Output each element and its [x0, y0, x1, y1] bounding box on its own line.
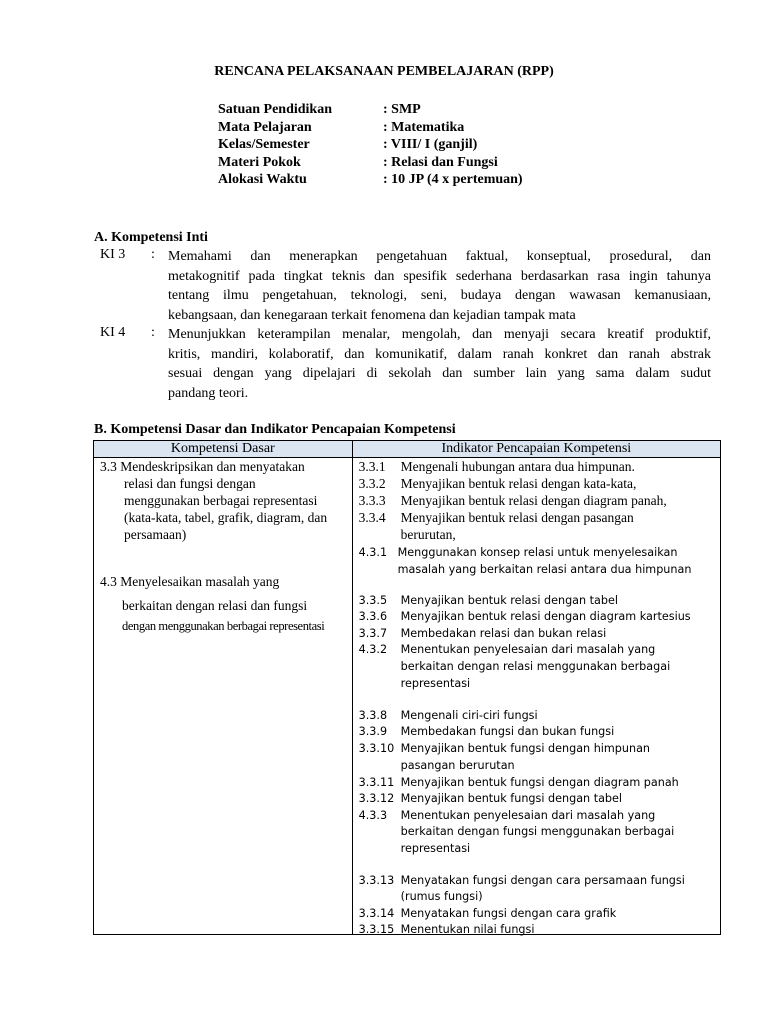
indicator-number: 4.3.3: [358, 809, 388, 822]
indicator-text: representasi: [400, 842, 471, 855]
identity-row-mapel: [218, 120, 464, 136]
indicator-line: [359, 459, 635, 475]
kd-line: relasi dan fungsi dengan: [124, 476, 256, 491]
indicator-text: Menyatakan fungsi dengan cara grafik: [400, 907, 617, 920]
indicator-line: [359, 627, 607, 640]
indicator-text: Membedakan fungsi dan bukan fungsi: [400, 725, 615, 738]
kd-line: menggunakan berbagai representasi: [124, 493, 318, 508]
indicator-line: [359, 594, 618, 607]
indicator-number: 4.3.2: [358, 643, 388, 656]
kd-line: (kata-kata, tabel, grafik, diagram, dan: [124, 510, 328, 525]
indicator-line: [359, 923, 535, 936]
kd-line: persamaan): [124, 527, 187, 542]
indicator-line: [359, 792, 622, 805]
indicator-number: 3.3.3: [358, 493, 386, 508]
indicator-line: [359, 776, 679, 789]
col-header-kd: Kompetensi Dasar: [94, 441, 353, 458]
indicator-line: [359, 725, 615, 738]
ki3-line: metakognitif pada tingkat teknis dan spesifik sederhana berdasarkan rasa ingin tahunya: [168, 268, 711, 284]
section-a-heading: A. Kompetensi Inti: [94, 230, 208, 245]
kd-line: dengan menggunakan berbagai representasi: [122, 619, 325, 633]
kd-line: 3.3 Mendeskripsikan dan menyatakan: [100, 459, 305, 474]
indicator-number: 3.3.9: [358, 725, 388, 738]
indicator-text: Menyajikan bentuk fungsi dengan himpunan: [400, 742, 651, 755]
indicator-text: Menyajikan bentuk relasi dengan tabel: [400, 594, 619, 607]
indicator-number: 4.3.1: [358, 546, 388, 559]
indicator-line: [359, 759, 515, 772]
indicator-text: Menentukan nilai fungsi: [400, 923, 535, 936]
indicator-text: Menyajikan bentuk relasi dengan diagram panah,: [400, 493, 667, 508]
indicator-number: 3.3.15: [358, 923, 395, 936]
indicator-text: (rumus fungsi): [400, 890, 483, 903]
indicator-line: [359, 825, 675, 838]
indicator-line: [359, 809, 656, 822]
indicator-cell: [352, 458, 720, 935]
identity-label: Kelas/Semester: [218, 137, 310, 152]
identity-row-satuan: [218, 102, 421, 118]
indicator-text: berkaitan dengan fungsi menggunakan berbagai: [400, 825, 675, 838]
indicator-number: 3.3.10: [358, 742, 395, 755]
identity-value: : SMP: [383, 102, 421, 117]
table-row: [94, 458, 721, 935]
ki3-text: [168, 247, 711, 325]
ki4-line: pandang teori.: [168, 385, 249, 401]
ki4-line: kritis, mandiri, kolaboratif, dan komunikatif, dalam ranah konkret dan ranah abstrak: [168, 346, 711, 362]
kd-cell: [94, 458, 353, 935]
indicator-line: [359, 842, 471, 855]
indicator-text: Menentukan penyelesaian dari masalah yang: [400, 643, 656, 656]
indicator-text: pasangan berurutan: [400, 759, 515, 772]
indicator-line: [359, 493, 667, 509]
indicator-line: [359, 527, 456, 543]
identity-value: : Matematika: [383, 120, 465, 135]
indicator-text: representasi: [400, 677, 471, 690]
indicator-line: [359, 546, 678, 559]
indicator-number: 3.3.11: [358, 776, 395, 789]
indicator-text: Mengenali ciri-ciri fungsi: [400, 709, 538, 722]
document-title: RENCANA PELAKSANAAN PEMBELAJARAN (RPP): [214, 64, 554, 79]
indicator-number: 3.3.7: [358, 627, 388, 640]
indicator-text: berkaitan dengan relasi menggunakan berbagai: [400, 660, 671, 673]
identity-row-alokasi: [218, 172, 523, 188]
competency-table: [93, 440, 721, 935]
ki3-label: KI 3: [100, 247, 126, 262]
identity-value: : 10 JP (4 x pertemuan): [383, 172, 523, 187]
ki3-line: tentang ilmu pengetahuan, teknologi, seni, budaya dengan wawasan kemanusiaan,: [168, 288, 711, 303]
identity-row-materi: [218, 155, 498, 171]
indicator-line: [359, 890, 483, 903]
indicator-line: [359, 874, 685, 887]
ki4-colon: :: [151, 325, 155, 340]
indicator-number: 3.3.12: [358, 792, 395, 805]
indicator-line: [359, 742, 650, 755]
indicator-number: 3.3.5: [358, 594, 388, 607]
indicator-line: [359, 610, 691, 623]
table-header-row: [94, 441, 721, 458]
identity-label: Alokasi Waktu: [218, 172, 307, 187]
indicator-number: 3.3.4: [358, 510, 386, 525]
indicator-line: [359, 660, 671, 673]
indicator-text: Menyajikan bentuk relasi dengan diagram kartesius: [400, 610, 691, 623]
indicator-number: 3.3.2: [358, 476, 386, 491]
indicator-text: Menyajikan bentuk fungsi dengan tabel: [400, 792, 623, 805]
identity-label: Mata Pelajaran: [218, 120, 312, 135]
indicator-line: [359, 510, 634, 526]
kd-line: berkaitan dengan relasi dan fungsi: [122, 598, 308, 613]
ki3-line: Memahami dan menerapkan pengetahuan faktual, konseptual, prosedural, dan: [168, 249, 711, 264]
indicator-line: [359, 563, 692, 576]
indicator-text: Menyajikan bentuk fungsi dengan diagram panah: [400, 776, 679, 789]
identity-label: Materi Pokok: [218, 155, 301, 170]
ki4-line: sesuai dengan yang dipelajari di sekolah dan sumber lain yang sama dalam sudut: [168, 366, 711, 381]
identity-row-kelas: [218, 137, 477, 153]
identity-value: : Relasi dan Fungsi: [383, 155, 498, 170]
col-header-indikator: Indikator Pencapaian Kompetensi: [352, 441, 720, 458]
indicator-number: 3.3.14: [358, 907, 395, 920]
indicator-text: Menentukan penyelesaian dari masalah yang: [400, 809, 656, 822]
ki3-colon: :: [151, 247, 155, 262]
indicator-text: Mengenali hubungan antara dua himpunan.: [400, 459, 635, 474]
identity-label: Satuan Pendidikan: [218, 102, 332, 117]
indicator-number: 3.3.6: [358, 610, 388, 623]
ki4-line: Menunjukkan keterampilan menalar, mengolah, dan menyaji secara kreatif produktif,: [168, 327, 711, 342]
indicator-line: [359, 907, 617, 920]
identity-value: : VIII/ I (ganjil): [383, 137, 478, 152]
indicator-text: Menyajikan bentuk relasi dengan pasangan: [400, 510, 634, 525]
indicator-text: Menggunakan konsep relasi untuk menyelesaikan: [397, 546, 678, 559]
indicator-number: 3.3.8: [358, 709, 388, 722]
ki4-text: [168, 325, 711, 403]
kd-line: 4.3 Menyelesaikan masalah yang: [100, 574, 280, 589]
indicator-line: [359, 476, 637, 492]
indicator-text: Menyajikan bentuk relasi dengan kata-kata,: [400, 476, 637, 491]
ki4-label: KI 4: [100, 325, 126, 340]
indicator-text: Menyatakan fungsi dengan cara persamaan fungsi: [400, 874, 685, 887]
indicator-text: masalah yang berkaitan relasi antara dua himpunan: [397, 563, 692, 576]
ki3-line: kebangsaan, dan kenegaraan terkait fenomena dan kejadian tampak mata: [168, 307, 576, 323]
indicator-text: Membedakan relasi dan bukan relasi: [400, 627, 607, 640]
indicator-line: [359, 677, 471, 690]
section-b-heading: B. Kompetensi Dasar dan Indikator Pencapaian Kompetensi: [94, 422, 456, 437]
indicator-text: berurutan,: [400, 527, 456, 542]
indicator-number: 3.3.13: [358, 874, 395, 887]
indicator-line: [359, 643, 656, 656]
indicator-line: [359, 709, 538, 722]
indicator-number: 3.3.1: [358, 459, 386, 474]
